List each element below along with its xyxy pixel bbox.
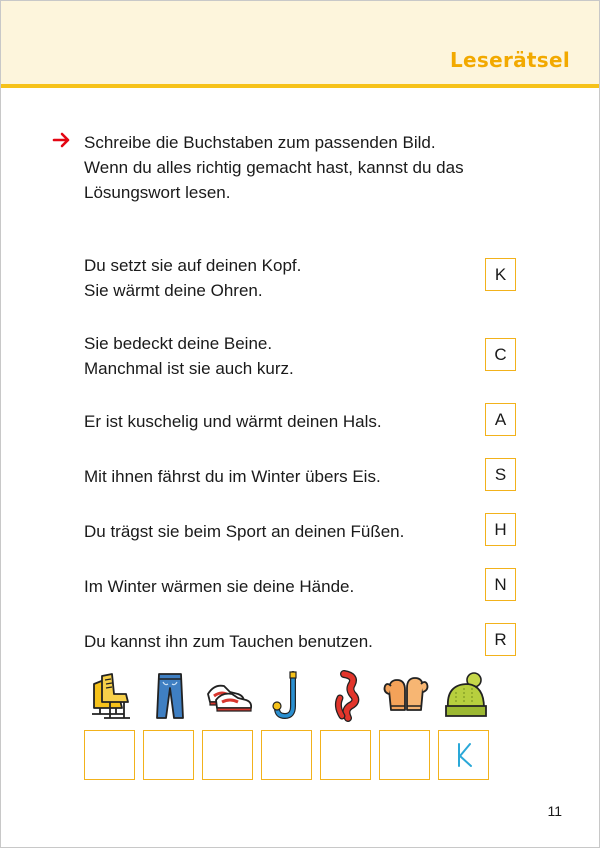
- answer-box[interactable]: [438, 730, 489, 780]
- snorkel-icon: [263, 670, 313, 722]
- letter-box: R: [485, 623, 516, 656]
- instruction-line: Wenn du alles richtig gemacht hast, kannst du das: [84, 158, 464, 177]
- answer-box[interactable]: [143, 730, 194, 780]
- letter-box: N: [485, 568, 516, 601]
- header-band: [1, 1, 599, 85]
- riddle-line: Sie wärmt deine Ohren.: [84, 281, 263, 300]
- riddle-line: Sie bedeckt deine Beine.: [84, 334, 273, 353]
- riddle-line: Du setzt sie auf deinen Kopf.: [84, 256, 302, 275]
- answer-box[interactable]: [261, 730, 312, 780]
- riddle-line: Manchmal ist sie auch kurz.: [84, 359, 294, 378]
- mittens-icon: [381, 670, 431, 722]
- riddle-text: [84, 629, 373, 654]
- letter-box: S: [485, 458, 516, 491]
- letter-box: A: [485, 403, 516, 436]
- letter-box: H: [485, 513, 516, 546]
- header-rule: [1, 84, 599, 88]
- riddle-text: [84, 331, 294, 381]
- scarf-icon: [322, 670, 372, 722]
- arrow-right-icon: [52, 131, 72, 149]
- riddle-line: Du kannst ihn zum Tauchen benutzen.: [84, 632, 373, 651]
- picture-row: [84, 670, 504, 725]
- riddle-text: [84, 409, 382, 434]
- answer-box[interactable]: [202, 730, 253, 780]
- riddle-line: Er ist kuschelig und wärmt deinen Hals.: [84, 412, 382, 431]
- answer-box[interactable]: [379, 730, 430, 780]
- instruction-line: Lösungswort lesen.: [84, 183, 231, 202]
- handwritten-letter-k: [439, 731, 488, 779]
- answer-box[interactable]: [84, 730, 135, 780]
- riddle-text: [84, 574, 354, 599]
- letter-box: K: [485, 258, 516, 291]
- ice-skates-icon: [86, 670, 136, 722]
- wool-hat-icon: [440, 670, 490, 722]
- page-number: 11: [547, 803, 562, 819]
- riddle-text: [84, 253, 301, 303]
- instruction-text: [84, 130, 544, 205]
- riddle-text: [84, 464, 381, 489]
- answer-box[interactable]: [320, 730, 371, 780]
- riddle-line: Du trägst sie beim Sport an deinen Füßen.: [84, 522, 405, 541]
- letter-box: C: [485, 338, 516, 371]
- riddle-text: [84, 519, 404, 544]
- page-title: Leserätsel: [449, 48, 570, 72]
- riddle-line: Im Winter wärmen sie deine Hände.: [84, 577, 355, 596]
- jeans-icon: [145, 670, 195, 722]
- instruction-line: Schreibe die Buchstaben zum passenden Bild.: [84, 133, 436, 152]
- sneakers-icon: [204, 670, 254, 722]
- riddle-line: Mit ihnen fährst du im Winter übers Eis.: [84, 467, 381, 486]
